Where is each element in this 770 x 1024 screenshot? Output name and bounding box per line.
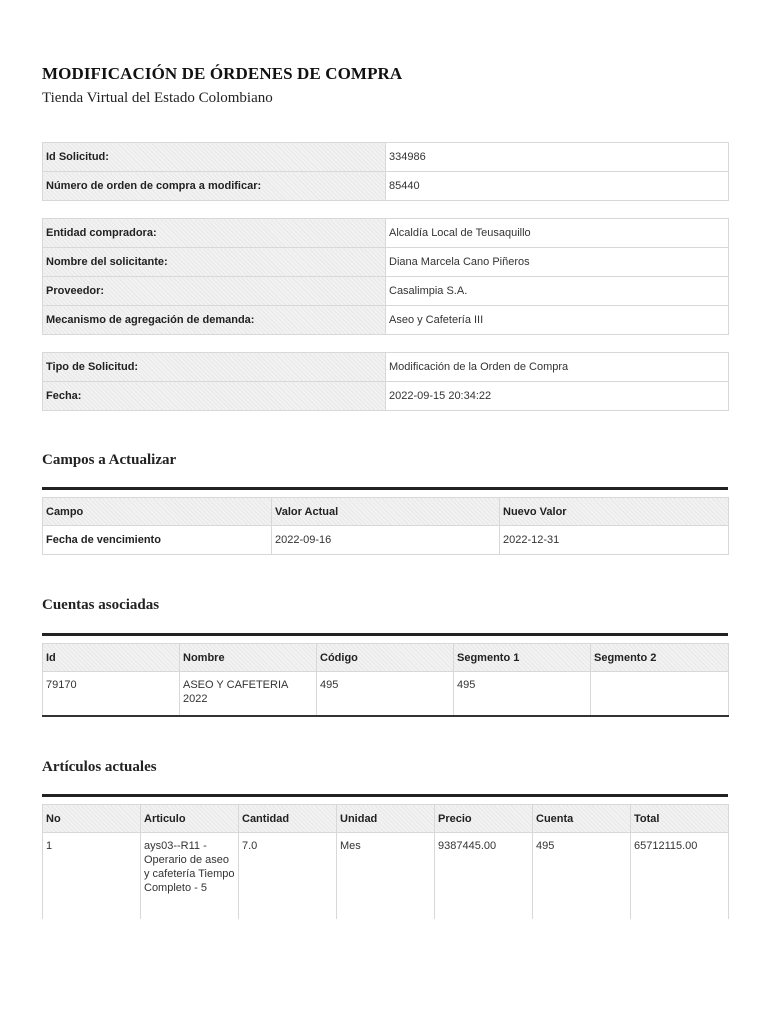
table-cell: 7.0 [239,833,337,919]
column-header: Campo [43,498,272,526]
column-header: Id [43,644,180,672]
section-divider [42,794,728,797]
table-cell: 9387445.00 [435,833,533,919]
field-value: Aseo y Cafetería III [386,306,729,335]
table-cell [591,672,729,716]
column-header: Cuenta [533,805,631,833]
column-header: Articulo [141,805,239,833]
field-label: Entidad compradora: [43,219,386,248]
field-value: 334986 [386,143,729,172]
column-header: Nuevo Valor [500,498,729,526]
section-divider [42,487,728,490]
column-header: Total [631,805,729,833]
column-header: Precio [435,805,533,833]
column-header: No [43,805,141,833]
table-row [43,306,729,335]
field-value: 2022-09-15 20:34:22 [386,382,729,411]
table-header-row [43,498,729,526]
cuentas-table [42,643,729,717]
section-title-cuentas: Cuentas asociadas [42,597,160,613]
solicitud-table [42,142,729,201]
table-cell: Mes [337,833,435,919]
table-cell: 65712115.00 [631,833,729,919]
column-header: Segmento 2 [591,644,729,672]
field-value: Casalimpia S.A. [386,277,729,306]
field-value: Modificación de la Orden de Compra [386,353,729,382]
table-cell: 495 [317,672,454,716]
table-cell: ASEO Y CAFETERIA 2022 [180,672,317,716]
table-cell: 79170 [43,672,180,716]
table-header-row [43,644,729,672]
column-header: Código [317,644,454,672]
tipo-table [42,352,729,411]
field-value: 85440 [386,172,729,201]
section-title-campos: Campos a Actualizar [42,452,177,468]
table-cell: Fecha de vencimiento [43,526,272,555]
table-row [43,833,729,919]
table-row [43,219,729,248]
field-label: Mecanismo de agregación de demanda: [43,306,386,335]
table-cell: 1 [43,833,141,919]
table-row [43,672,729,716]
articulos-table [42,804,729,919]
column-header: Valor Actual [272,498,500,526]
table-cell: 2022-09-16 [272,526,500,555]
campos-table [42,497,729,555]
table-cell: 495 [533,833,631,919]
field-value: Alcaldía Local de Teusaquillo [386,219,729,248]
document-subtitle: Tienda Virtual del Estado Colombiano [42,90,273,106]
table-header-row [43,805,729,833]
field-label: Número de orden de compra a modificar: [43,172,386,201]
table-cell: 2022-12-31 [500,526,729,555]
table-row [43,248,729,277]
field-label: Proveedor: [43,277,386,306]
table-row [43,143,729,172]
table-row [43,277,729,306]
column-header: Segmento 1 [454,644,591,672]
entidad-table [42,218,729,335]
section-title-articulos: Artículos actuales [42,759,157,775]
document-title: MODIFICACIÓN DE ÓRDENES DE COMPRA [42,64,403,83]
table-row [43,526,729,555]
column-header: Cantidad [239,805,337,833]
table-row [43,172,729,201]
table-row [43,382,729,411]
column-header: Unidad [337,805,435,833]
field-label: Tipo de Solicitud: [43,353,386,382]
field-value: Diana Marcela Cano Piñeros [386,248,729,277]
field-label: Nombre del solicitante: [43,248,386,277]
field-label: Id Solicitud: [43,143,386,172]
column-header: Nombre [180,644,317,672]
table-cell: 495 [454,672,591,716]
field-label: Fecha: [43,382,386,411]
section-divider [42,633,728,636]
table-cell: ays03--R11 - Operario de aseo y cafetería Tiempo Completo - 5 [141,833,239,919]
table-row [43,353,729,382]
